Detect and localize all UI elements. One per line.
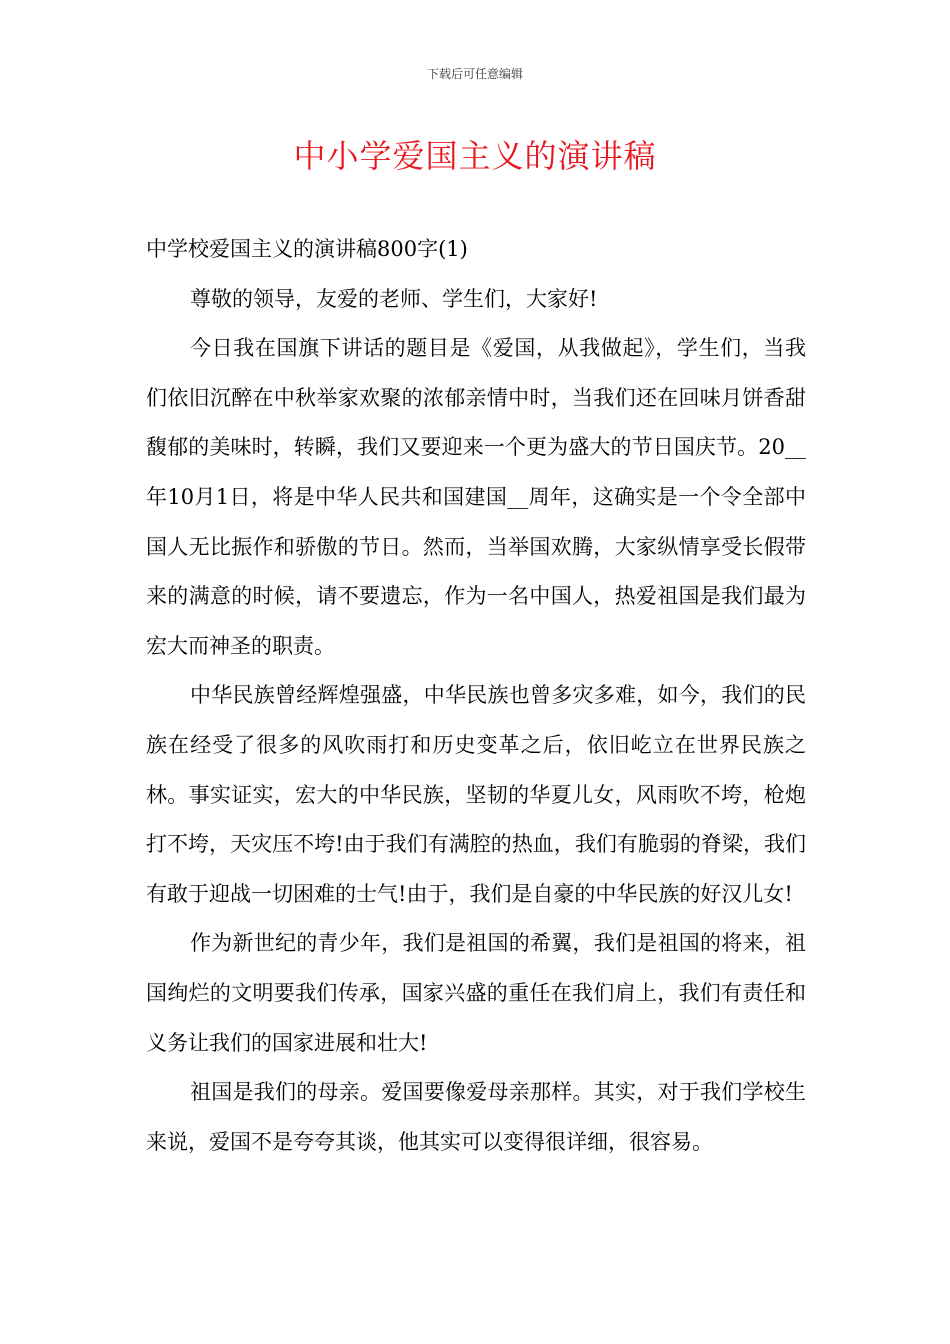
document-title: 中小学爱国主义的演讲稿	[293, 137, 657, 175]
header-note: 下载后可任意编辑	[426, 67, 523, 81]
paragraph-motherland: 祖国是我们的母亲。爱国要像爱母亲那样。其实，对于我们学校生来说，爱国不是夸夸其谈，他其实可以变得很详细，很容易。	[146, 1080, 806, 1154]
section-subtitle: 中学校爱国主义的演讲稿800字(1)	[146, 237, 468, 261]
paragraph-youth: 作为新世纪的青少年，我们是祖国的希翼，我们是祖国的将来，祖国绚烂的文明要我们传承，国家兴盛的重任在我们肩上，我们有责任和义务让我们的国家进展和壮大!	[146, 931, 806, 1055]
paragraph-national-day: 今日我在国旗下讲话的题目是《爱国，从我做起》，学生们，当我们依旧沉醉在中秋举家欢聚的浓郁亲情中时，当我们还在回味月饼香甜馥郁的美味时，转瞬，我们又要迎来一个更为盛大的节日国庆节。20__年10月1日，将是中华人民共和国建国__周年，这确实是一个令全部中国人无比振作和骄傲的节日。然而，当举国欢腾，大家纵情享受长假带来的满意的时候，请不要遗忘，作为一名中国人，热爱祖国是我们最为宏大而神圣的职责。	[146, 336, 806, 658]
paragraph-chinese-nation: 中华民族曾经辉煌强盛，中华民族也曾多灾多难，如今，我们的民族在经受了很多的风吹雨打和历史变革之后，依旧屹立在世界民族之林。事实证实，宏大的中华民族，坚韧的华夏儿女，风雨吹不垮，枪炮打不垮，天灾压不垮!由于我们有满腔的热血，我们有脆弱的脊梁，我们有敢于迎战一切困难的士气!由于，我们是自豪的中华民族的好汉儿女!	[146, 683, 806, 906]
paragraph-greeting: 尊敬的领导，友爱的老师、学生们，大家好!	[190, 286, 598, 311]
document-body	[146, 225, 806, 1167]
